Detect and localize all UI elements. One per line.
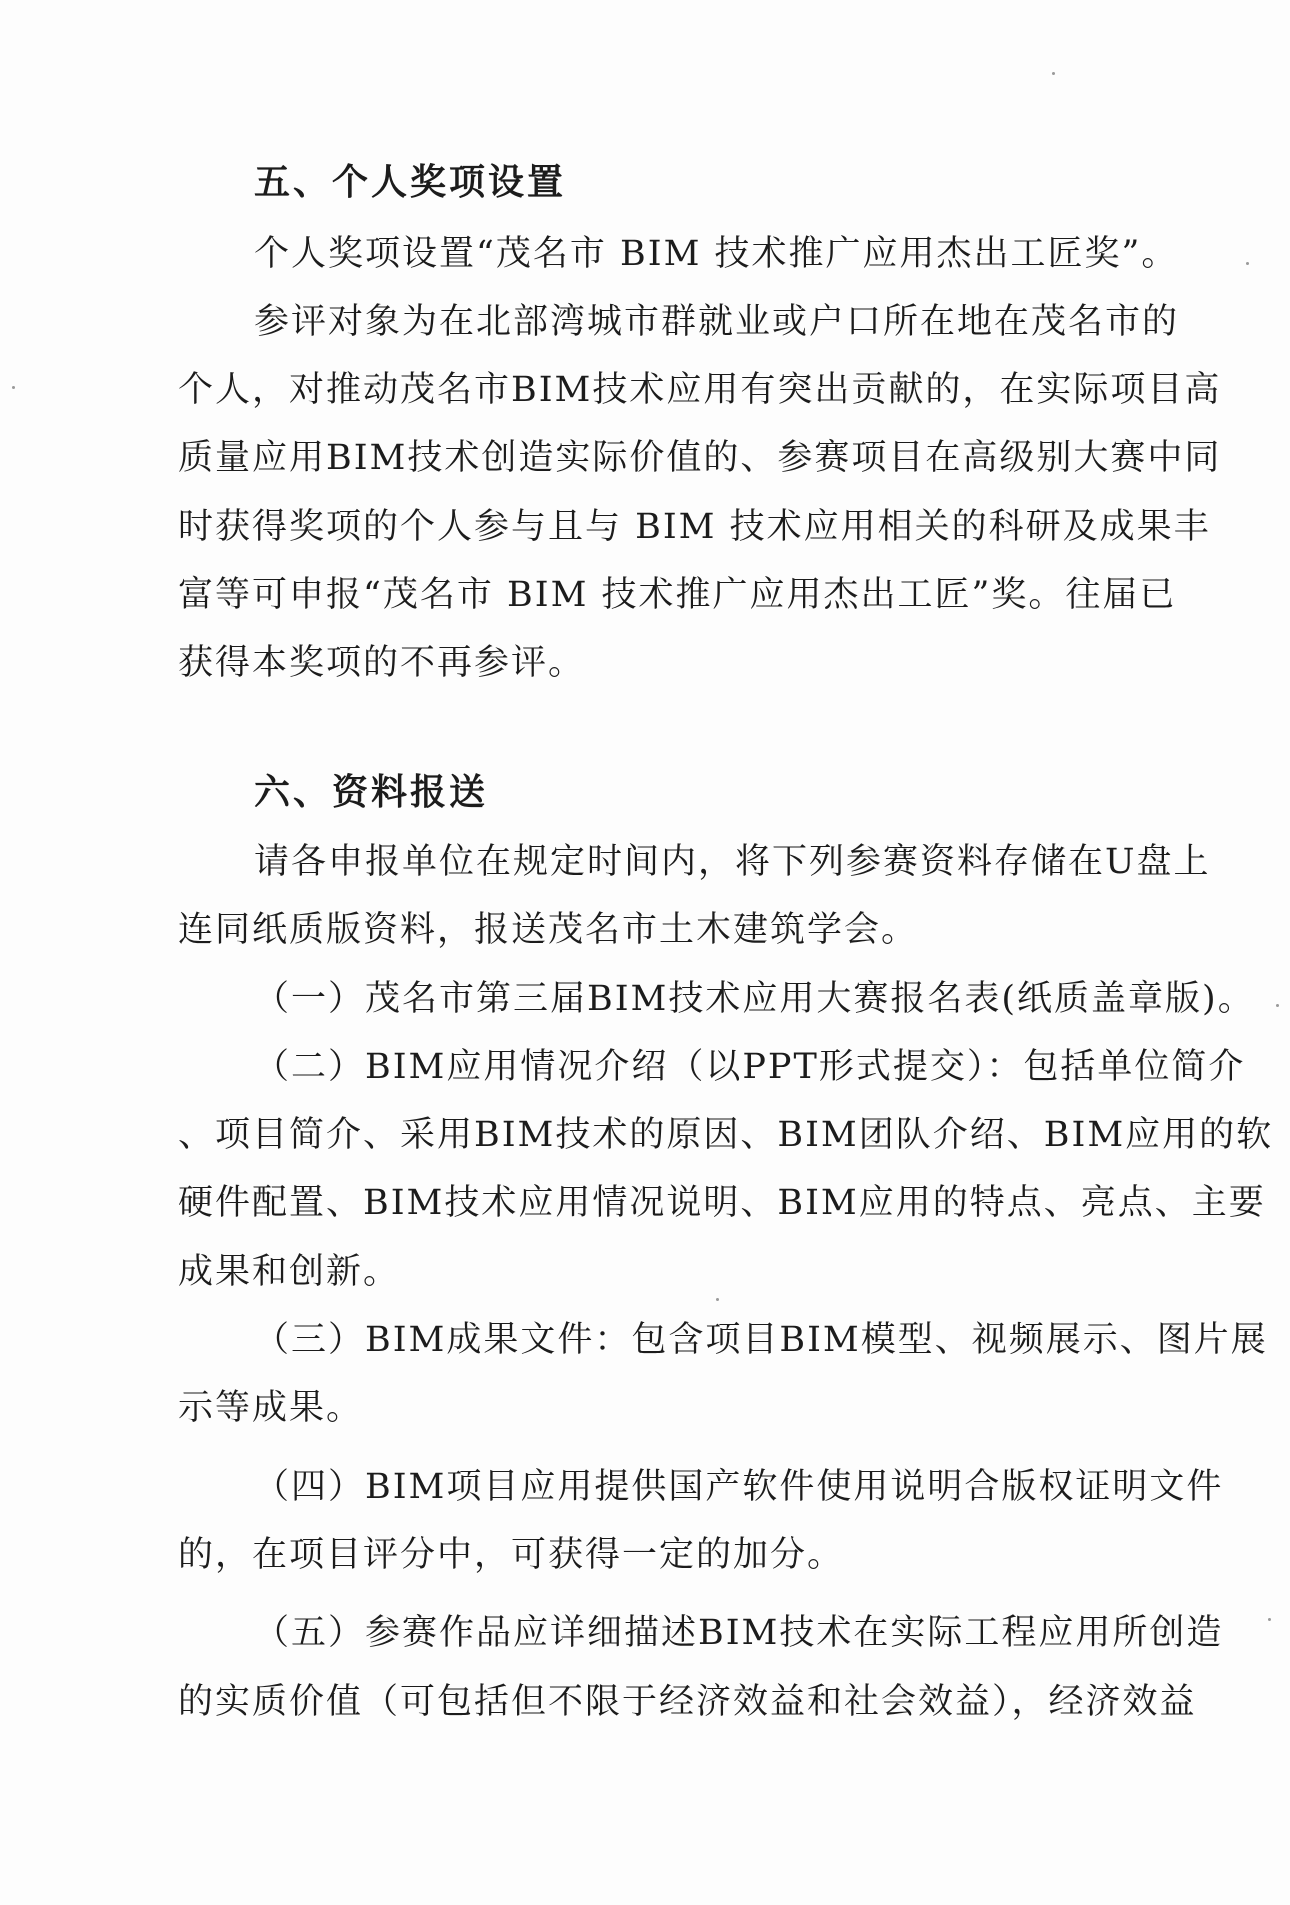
paragraph-line: 的，在项目评分中，可获得一定的加分。 bbox=[178, 1535, 845, 1575]
paragraph-line: 个人，对推动茂名市BIM技术应用有突出贡献的，在实际项目高 bbox=[178, 370, 1222, 410]
paragraph-line: 连同纸质版资料，报送茂名市土木建筑学会。 bbox=[178, 910, 919, 950]
paragraph-line: （四）BIM项目应用提供国产软件使用说明合版权证明文件 bbox=[254, 1467, 1224, 1507]
section-heading-six: 六、资料报送 bbox=[254, 771, 489, 813]
scan-speck bbox=[1052, 72, 1055, 75]
paragraph-line: 参评对象为在北部湾城市群就业或户口所在地在茂名市的 bbox=[254, 302, 1180, 342]
paragraph-line: 质量应用BIM技术创造实际价值的、参赛项目在高级别大赛中同 bbox=[178, 438, 1222, 478]
paragraph-line: 的实质价值（可包括但不限于经济效益和社会效益），经济效益 bbox=[178, 1682, 1197, 1722]
scan-speck bbox=[716, 1298, 719, 1301]
paragraph-line: 、项目简介、采用BIM技术的原因、BIM团队介绍、BIM应用的软 bbox=[178, 1115, 1274, 1155]
scan-speck bbox=[1246, 262, 1249, 265]
paragraph-line: 获得本奖项的不再参评。 bbox=[178, 643, 586, 683]
paragraph-line: （三）BIM成果文件：包含项目BIM模型、视频展示、图片展 bbox=[254, 1320, 1268, 1360]
paragraph-line: （二）BIM应用情况介绍（以PPT形式提交）：包括单位简介 bbox=[254, 1047, 1246, 1087]
scan-speck bbox=[1268, 1618, 1271, 1621]
scan-speck bbox=[1276, 1004, 1279, 1007]
paragraph-line: 硬件配置、BIM技术应用情况说明、BIM应用的特点、亮点、主要 bbox=[178, 1183, 1266, 1223]
paragraph-line: （一）茂名市第三届BIM技术应用大赛报名表(纸质盖章版)。 bbox=[254, 979, 1255, 1019]
section-heading-five: 五、个人奖项设置 bbox=[254, 161, 567, 203]
paragraph-line: 示等成果。 bbox=[178, 1388, 364, 1428]
paragraph-line: 个人奖项设置“茂名市 BIM 技术推广应用杰出工匠奖”。 bbox=[254, 234, 1179, 274]
paragraph-line: 成果和创新。 bbox=[178, 1252, 401, 1292]
scan-speck bbox=[12, 386, 15, 389]
paragraph-line: 富等可申报“茂名市 BIM 技术推广应用杰出工匠”奖。往届已 bbox=[178, 575, 1177, 615]
paragraph-line: 时获得奖项的个人参与且与 BIM 技术应用相关的科研及成果丰 bbox=[178, 507, 1211, 547]
paragraph-line: （五）参赛作品应详细描述BIM技术在实际工程应用所创造 bbox=[254, 1613, 1224, 1653]
paragraph-line: 请各申报单位在规定时间内，将下列参赛资料存储在U盘上 bbox=[254, 842, 1211, 882]
